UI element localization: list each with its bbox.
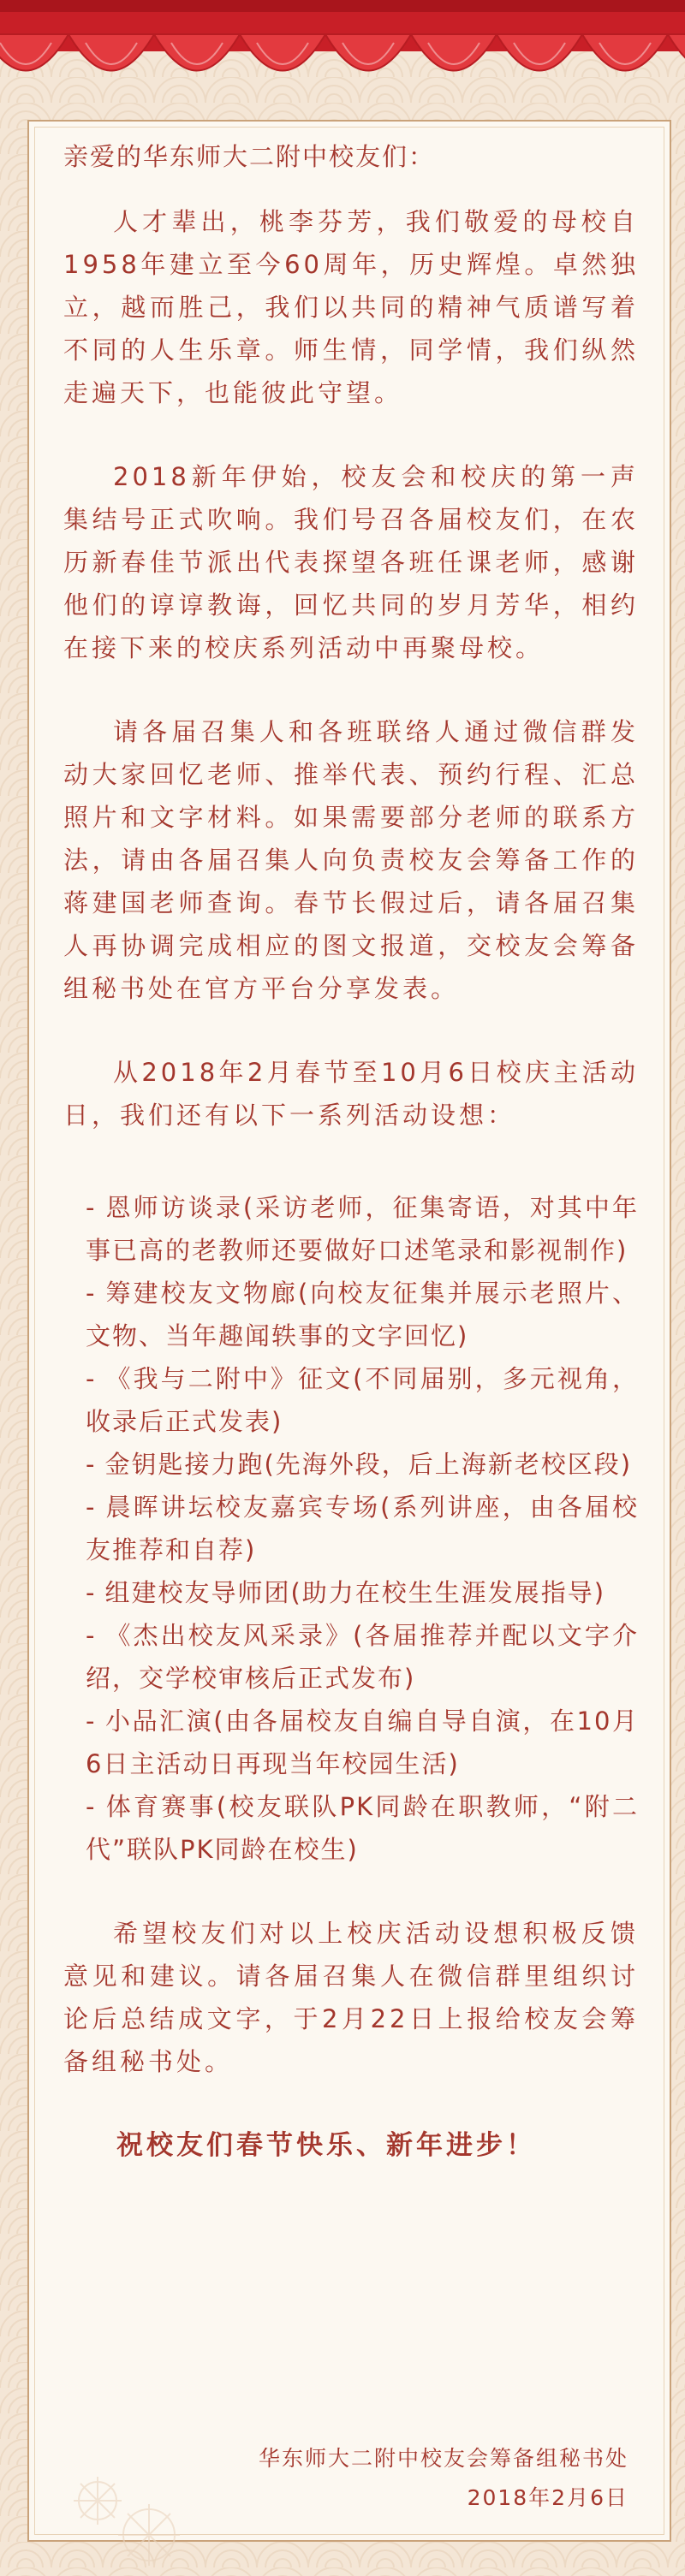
- paragraph-organizers: 请各届召集人和各班联络人通过微信群发动大家回忆老师、推举代表、预约行程、汇总照片和文字材料。如果需要部分老师的联系方法，请由各届召集人向负责校友会筹备工作的蒋建国老师查询。春节长假过后，请各届召集人再协调完成相应的图文报道，交校友会筹备组秘书处在官方平台分享发表。: [63, 717, 639, 1003]
- red-awning-decoration: [0, 0, 685, 116]
- activity-item: - 组建校友导师团(助力在校生生涯发展指导): [63, 1571, 639, 1614]
- activity-item: - 《杰出校友风采录》(各届推荐并配以文字介绍，交学校审核后正式发布): [63, 1614, 639, 1700]
- paragraph-new-year-call: 2018新年伊始，校友会和校庆的第一声集结号正式吹响。我们号召各届校友们，在农历新春佳节派出代表探望各班任课老师，感谢他们的谆谆教诲，回忆共同的岁月芳华，相约在接下来的校庆系列活动中再聚母校。: [63, 462, 639, 662]
- activity-item: - 体育赛事(校友联队PK同龄在职教师，“附二代”联队PK同龄在校生): [63, 1785, 639, 1871]
- paragraph-closing: 希望校友们对以上校庆活动设想积极反馈意见和建议。请各届召集人在微信群里组织讨论后总结成文字，于2月22日上报给校友会筹备组秘书处。: [63, 1919, 639, 2076]
- letter-content: [63, 135, 639, 2167]
- signature-date: 2018年2月6日: [467, 2485, 628, 2510]
- new-year-wishes: 祝校友们春节快乐、新年进步！: [116, 2130, 536, 2161]
- activity-item: - 恩师访谈录(采访老师，征集寄语，对其中年事已高的老教师还要做好口述笔录和影视制作): [63, 1186, 639, 1272]
- letter-greeting: 亲爱的华东师大二附中校友们：: [63, 142, 436, 171]
- letter-card: [27, 120, 671, 2542]
- snowflake-ornament-icon: [63, 2466, 200, 2569]
- activity-item: - 晨晖讲坛校友嘉宾专场(系列讲座，由各届校友推荐和自荐): [63, 1486, 639, 1571]
- activities-list: [63, 1186, 639, 1871]
- activity-item: - 小品汇演(由各届校友自编自导自演，在10月6日主活动日再现当年校园生活): [63, 1700, 639, 1785]
- activity-item: - 金钥匙接力跑(先海外段，后上海新老校区段): [63, 1443, 639, 1486]
- activity-item: - 筹建校友文物廊(向校友征集并展示老照片、文物、当年趣闻轶事的文字回忆): [63, 1272, 639, 1357]
- activity-item: - 《我与二附中》征文(不同届别，多元视角，收录后正式发表): [63, 1357, 639, 1443]
- paragraph-history: 人才辈出，桃李芬芳，我们敬爱的母校自1958年建立至今60周年，历史辉煌。卓然独立，越而胜己，我们以共同的精神气质谱写着不同的人生乐章。师生情，同学情，我们纵然走遍天下，也能彼此守望。: [63, 207, 639, 407]
- paragraph-activities-intro: 从2018年2月春节至10月6日校庆主活动日，我们还有以下一系列活动设想：: [63, 1058, 639, 1130]
- signature-block: [259, 2439, 628, 2518]
- signature-org: 华东师大二附中校友会筹备组秘书处: [258, 2446, 628, 2471]
